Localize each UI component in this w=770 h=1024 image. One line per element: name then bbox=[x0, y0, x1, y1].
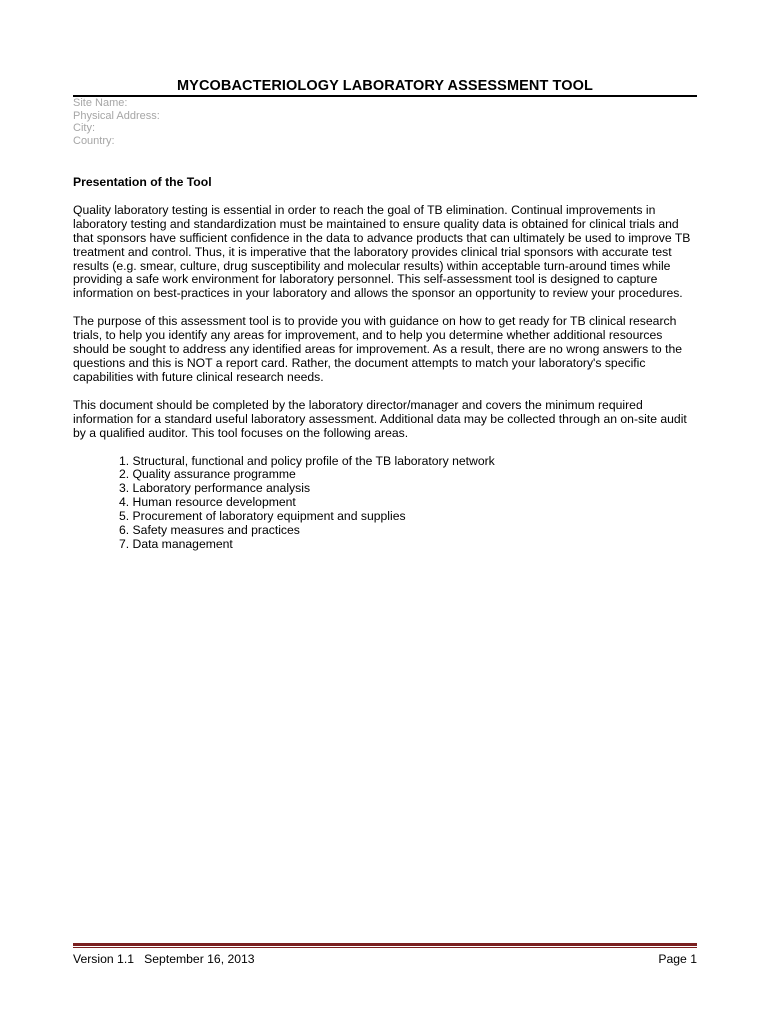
footer-divider-thin bbox=[73, 947, 697, 948]
page-number: Page 1 bbox=[658, 952, 697, 966]
paragraph-completion: This document should be completed by the laboratory director/manager and covers the minimum required information for a standard useful laboratory assessment. Additional data may be collected through an on-site audit by a qualified auditor. This tool focuses on the following areas. bbox=[73, 397, 687, 440]
country-field[interactable]: Country: bbox=[73, 134, 115, 147]
paragraph-purpose: The purpose of this assessment tool is to provide you with guidance on how to get ready for TB clinical research trials, to help you identify any areas for improvement, and to help you determine whether additional resources should be sought to address any identified areas for improvement. As a result, there are no wrong answers to the questions and this is NOT a report card. Rather, the document attempts to match your laboratory's specific capabilities with future clinical research needs. bbox=[73, 314, 683, 384]
list-item: 2. Quality assurance programme bbox=[119, 467, 296, 482]
section-heading: Presentation of the Tool bbox=[73, 175, 212, 189]
document-body bbox=[73, 176, 699, 552]
paragraph-quality-testing: Quality laboratory testing is essential in order to reach the goal of TB elimination. Continual improvements in laboratory testing and standardization must be maintained to ensure quality data is obtained for clinical trials and that sponsors have sufficient confidence in the data to advance products that can ultimately be used to improve TB treatment and control. Thus, it is imperative that the laboratory provides clinical trial sponsors with accurate test results (e.g. smear, culture, drug susceptibility and molecular results) within acceptable turn-around times while providing a safe work environment for laboratory personnel. This self-assessment tool is designed to capture information on best-practices in your laboratory and allows the sponsor an opportunity to review your procedures. bbox=[73, 202, 691, 301]
focus-areas-list bbox=[73, 455, 699, 552]
list-item: 4. Human resource development bbox=[119, 495, 296, 510]
list-item: 1. Structural, functional and policy profile of the TB laboratory network bbox=[119, 453, 495, 468]
site-info-fields bbox=[73, 97, 697, 147]
list-item: 6. Safety measures and practices bbox=[119, 523, 300, 538]
list-item: 5. Procurement of laboratory equipment and supplies bbox=[119, 509, 406, 524]
document-title: MYCOBACTERIOLOGY LABORATORY ASSESSMENT TOOL bbox=[177, 78, 593, 94]
list-item: 3. Laboratory performance analysis bbox=[119, 481, 311, 496]
list-item: 7. Data management bbox=[119, 536, 233, 551]
site-name-field[interactable]: Site Name: bbox=[73, 97, 128, 109]
version-label: Version 1.1 September 16, 2013 bbox=[73, 952, 255, 966]
city-field[interactable]: City: bbox=[73, 122, 95, 134]
physical-address-field[interactable]: Physical Address: bbox=[73, 109, 160, 122]
footer-divider-thick bbox=[73, 943, 697, 946]
